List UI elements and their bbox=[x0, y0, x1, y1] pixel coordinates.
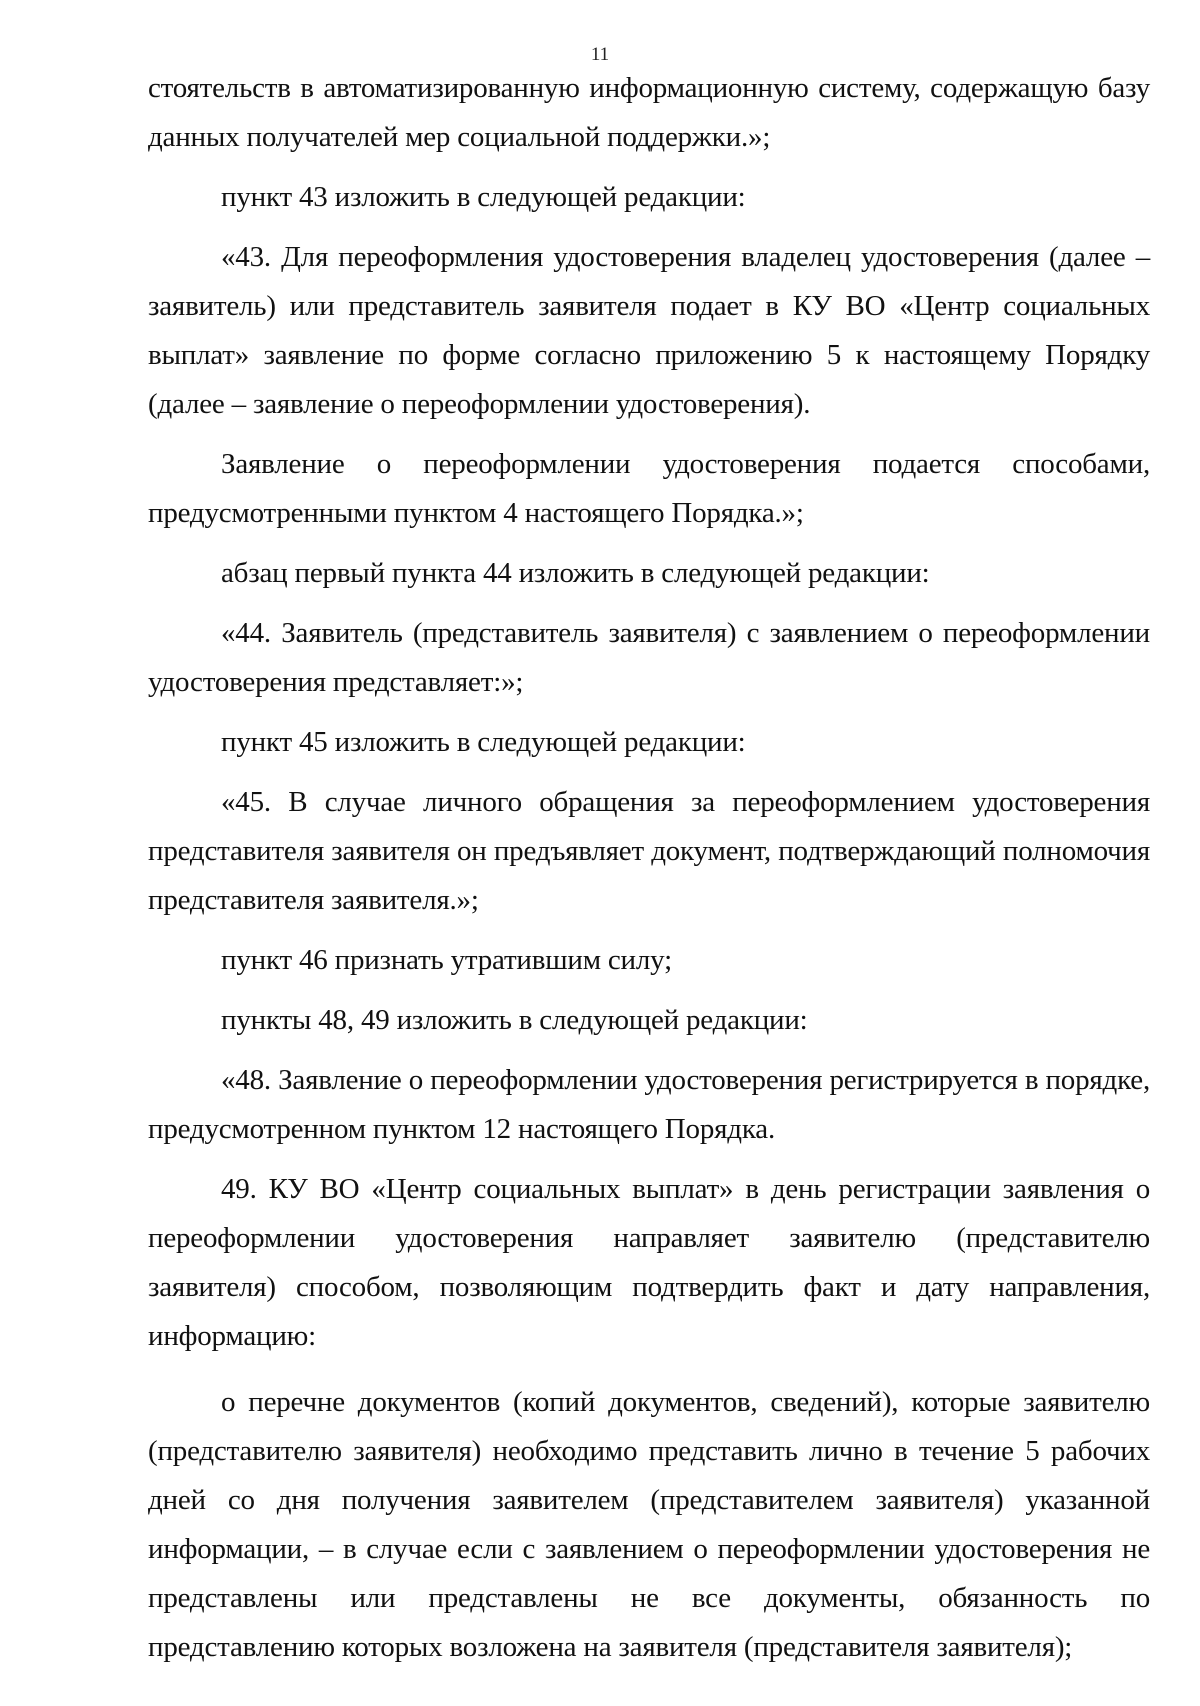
paragraph-item-48: «48. Заявление о переоформлении удостоверения регистрируется в порядке, предусмотренном пунктом 12 настоящего Порядка. bbox=[148, 1064, 1150, 1145]
document-body bbox=[148, 64, 1150, 1672]
paragraph-item-49: 49. КУ ВО «Центр социальных выплат» в день регистрации заявления о переоформлении удостоверения направляет заявителю (представителю заявителя) способом, позволяющим подтвердить факт и дату направления, информацию: bbox=[148, 1173, 1150, 1352]
paragraph-item-44: «44. Заявитель (представитель заявителя) с заявлением о переоформлении удостоверения представляет:»; bbox=[148, 617, 1150, 698]
paragraph-amend-48-49: пункты 48, 49 изложить в следующей редакции: bbox=[221, 1004, 808, 1036]
paragraph-continuation: стоятельств в автоматизированную информационную систему, содержащую базу данных получателей мер социальной поддержки.»; bbox=[148, 72, 1150, 153]
paragraph-application-methods: Заявление о переоформлении удостоверения подается способами, предусмотренными пунктом 4 настоящего Порядка.»; bbox=[148, 448, 1150, 529]
paragraph-amend-44: абзац первый пункта 44 изложить в следующей редакции: bbox=[221, 557, 930, 589]
paragraph-item-46-repealed: пункт 46 признать утратившим силу; bbox=[221, 944, 672, 976]
paragraph-amend-43: пункт 43 изложить в следующей редакции: bbox=[221, 181, 746, 213]
paragraph-amend-45: пункт 45 изложить в следующей редакции: bbox=[221, 726, 746, 758]
paragraph-item-43: «43. Для переоформления удостоверения владелец удостоверения (далее – заявитель) или представитель заявителя подает в КУ ВО «Центр социальных выплат» заявление по форме согласно приложению 5 к настоящему Порядку (далее – заявление о переоформлении удостоверения). bbox=[148, 241, 1150, 420]
page-number: 11 bbox=[590, 44, 610, 65]
paragraph-documents-list: о перечне документов (копий документов, сведений), которые заявителю (представителю заявителя) необходимо представить лично в течение 5 рабочих дней со дня получения заявителем (представителем заявителя) указанной информации, – в случае если с заявлением о переоформлении удостоверения не представлены или представлены не все документы, обязанность по представлению которых возложена на заявителя (представителя заявителя); bbox=[148, 1386, 1150, 1663]
paragraph-item-45: «45. В случае личного обращения за переоформлением удостоверения представителя заявителя он предъявляет документ, подтверждающий полномочия представителя заявителя.»; bbox=[148, 786, 1150, 916]
